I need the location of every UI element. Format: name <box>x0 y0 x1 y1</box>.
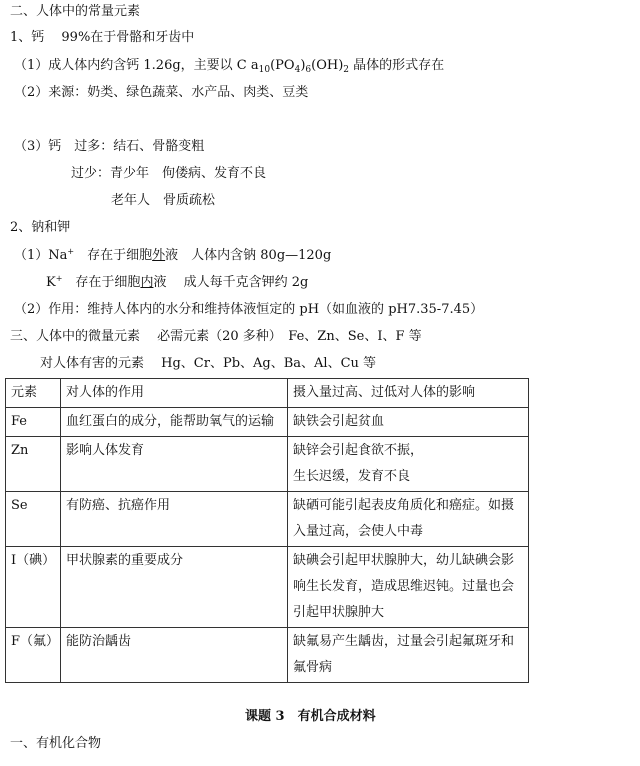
cell: 甲状腺素的重要成分 <box>61 547 288 628</box>
cell: F（氟） <box>6 628 61 683</box>
cell: 缺硒可能引起表皮角质化和癌症。如摄入量过高，会使人中毒 <box>288 492 529 547</box>
lesson-title: 课题 3 有机合成材料 <box>245 709 376 724</box>
table-and-lesson-section <box>5 378 635 756</box>
heading-trace-elements: 三、人体中的微量元素 必需元素（20 多种） Fe、Zn、Se、I、F 等 <box>10 329 422 344</box>
calcium-item-2: （2）来源：奶类、绿色蔬菜、水产品、肉类、豆类 <box>14 85 309 100</box>
sodium-line: （1）Na+ 存在于细胞外液 人体内含钠 80g—120g <box>14 247 332 263</box>
lesson-subheading: 一、有机化合物 <box>10 736 102 751</box>
table-row <box>6 437 529 492</box>
header-cell: 对人体的作用 <box>61 379 288 408</box>
potassium-line: K+ 存在于细胞内液 成人每千克含钾约 2g <box>46 274 309 290</box>
calcium-title: 1、钙 99%在于骨骼和牙齿中 <box>10 30 195 45</box>
table-row <box>6 547 529 628</box>
cell: 缺碘会引起甲状腺肿大，幼儿缺碘会影响生长发育，造成思维迟钝。过量也会引起甲状腺肿大 <box>288 547 529 628</box>
heading-major-elements: 二、人体中的常量元素 <box>10 4 141 19</box>
trace-element-table <box>5 378 529 683</box>
sodium-potassium-title: 2、钠和钾 <box>10 220 71 235</box>
cell: 影响人体发育 <box>61 437 288 492</box>
header-cell: 元素 <box>6 379 61 408</box>
harmful-elements: 对人体有害的元素 Hg、Cr、Pb、Ag、Ba、Al、Cu 等 <box>40 356 377 371</box>
cell: 缺锌会引起食欲不振， 生长迟缓，发育不良 <box>288 437 529 492</box>
table-header-row <box>6 379 529 408</box>
header-cell: 摄入量过高、过低对人体的影响 <box>288 379 529 408</box>
cell: Se <box>6 492 61 547</box>
cell: 缺铁会引起贫血 <box>288 408 529 437</box>
cell: I（碘） <box>6 547 61 628</box>
table-row <box>6 408 529 437</box>
cell: 缺氟易产生龋齿，过量会引起氟斑牙和氟骨病 <box>288 628 529 683</box>
calcium-item-3c: 老年人 骨质疏松 <box>111 193 216 208</box>
cell: 有防癌、抗癌作用 <box>61 492 288 547</box>
sodium-potassium-function: （2）作用：维持人体内的水分和维持体液恒定的 pH（如血液的 pH7.35-7.45） <box>14 302 484 317</box>
cell: 血红蛋白的成分，能帮助氧气的运输 <box>61 408 288 437</box>
table-row <box>6 628 529 683</box>
cell: Fe <box>6 408 61 437</box>
table-row <box>6 492 529 547</box>
cell: Zn <box>6 437 61 492</box>
calcium-item-1: （1）成人体内约含钙 1.26g，主要以 C $a_{10}(PO_4)_6(OH)_2$ 晶体的形式存在 <box>14 58 445 75</box>
calcium-item-3: （3）钙 过多：结石、骨骼变粗 <box>14 139 205 154</box>
cell: 能防治龋齿 <box>61 628 288 683</box>
calcium-item-3b: 过少：青少年 佝偻病、发育不良 <box>71 166 267 181</box>
